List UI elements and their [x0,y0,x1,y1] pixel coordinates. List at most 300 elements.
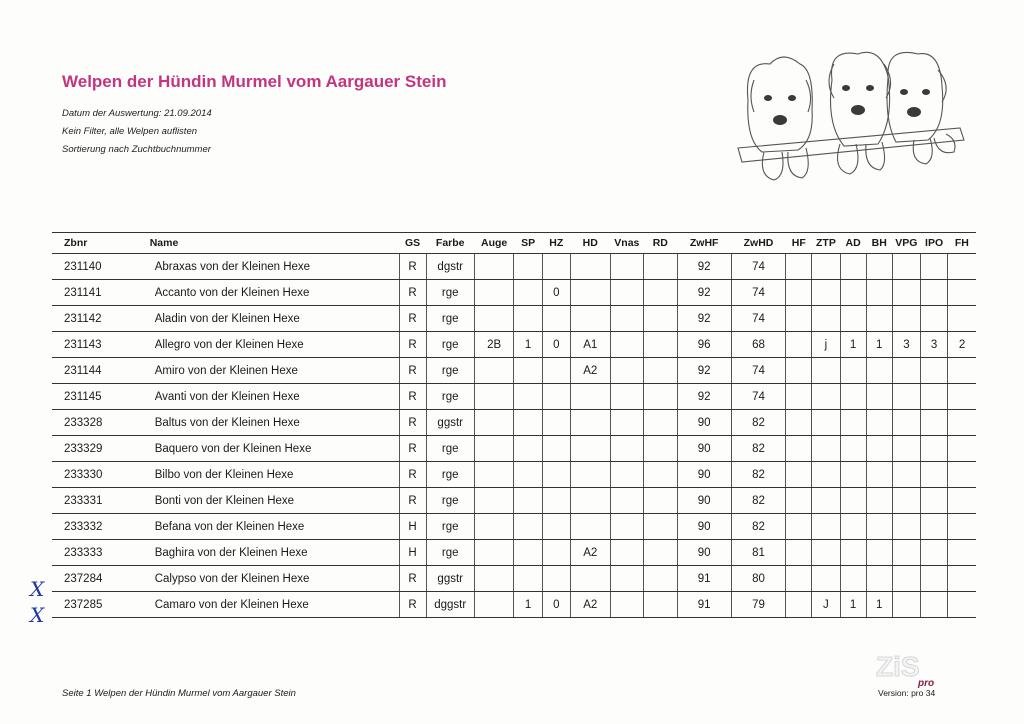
cell-ad: 1 [840,332,866,358]
column-header-auge: Auge [474,233,514,254]
cell-ad [840,540,866,566]
cell-gs: R [399,306,426,332]
cell-zwhf: 91 [677,566,731,592]
cell-hd [570,462,610,488]
cell-fh [948,280,976,306]
cell-ad [840,436,866,462]
cell-zbnr: 231141 [52,280,138,306]
cell-hf [786,280,812,306]
cell-hz [542,436,570,462]
cell-zwhf: 92 [677,306,731,332]
cell-hz [542,514,570,540]
column-header-gs: GS [399,233,426,254]
cell-hf [786,384,812,410]
cell-ztp [812,488,840,514]
cell-vnas [610,540,643,566]
cell-gs: R [399,358,426,384]
cell-auge [474,410,514,436]
cell-zwhf: 92 [677,254,731,280]
cell-ad [840,566,866,592]
cell-zbnr: 231142 [52,306,138,332]
cell-rd [644,436,677,462]
table-row [52,332,976,358]
cell-vnas [610,410,643,436]
cell-ztp [812,514,840,540]
cell-fh [948,358,976,384]
cell-zwhd: 74 [731,254,785,280]
cell-vpg [892,514,920,540]
cell-auge [474,384,514,410]
cell-zbnr: 233333 [52,540,138,566]
column-header-hf: HF [786,233,812,254]
cell-hf [786,306,812,332]
cell-auge [474,306,514,332]
cell-sp [514,540,542,566]
column-header-hz: HZ [542,233,570,254]
cell-fh [948,254,976,280]
cell-hd [570,566,610,592]
cell-sp [514,462,542,488]
cell-gs: R [399,254,426,280]
cell-vpg: 3 [892,332,920,358]
cell-farbe: dggstr [426,592,474,618]
cell-sp [514,566,542,592]
cell-name: Allegro von der Kleinen Hexe [138,332,399,358]
cell-ztp [812,254,840,280]
cell-vpg [892,488,920,514]
cell-farbe: rge [426,488,474,514]
table-row [52,540,976,566]
cell-name: Baquero von der Kleinen Hexe [138,436,399,462]
cell-ipo [921,410,948,436]
cell-ztp [812,436,840,462]
table-row [52,514,976,540]
cell-sp [514,358,542,384]
cell-hz: 0 [542,280,570,306]
column-header-ztp: ZTP [812,233,840,254]
cell-name: Calypso von der Kleinen Hexe [138,566,399,592]
cell-sp [514,488,542,514]
cell-hd [570,514,610,540]
cell-zbnr: 237285 [52,592,138,618]
cell-ztp [812,410,840,436]
cell-sp [514,410,542,436]
cell-farbe: rge [426,436,474,462]
cell-gs: R [399,462,426,488]
column-header-fh: FH [948,233,976,254]
cell-gs: R [399,566,426,592]
column-header-rd: RD [644,233,677,254]
cell-hf [786,410,812,436]
cell-farbe: ggstr [426,566,474,592]
cell-ipo [921,462,948,488]
cell-zwhd: 82 [731,462,785,488]
cell-zwhd: 79 [731,592,785,618]
cell-gs: R [399,436,426,462]
cell-bh [866,540,892,566]
cell-zwhd: 82 [731,514,785,540]
cell-bh: 1 [866,592,892,618]
cell-vnas [610,514,643,540]
cell-auge: 2B [474,332,514,358]
cell-hf [786,540,812,566]
cell-zwhd: 74 [731,306,785,332]
cell-zbnr: 231144 [52,358,138,384]
boxer-puppies-illustration [728,40,968,190]
cell-name: Bonti von der Kleinen Hexe [138,488,399,514]
cell-vpg [892,592,920,618]
cell-ztp [812,306,840,332]
cell-hz [542,540,570,566]
column-header-hd: HD [570,233,610,254]
cell-zwhd: 74 [731,358,785,384]
table-row [52,436,976,462]
cell-zwhf: 91 [677,592,731,618]
cell-fh: 2 [948,332,976,358]
cell-gs: R [399,488,426,514]
table-row [52,462,976,488]
cell-ipo [921,514,948,540]
cell-hf [786,488,812,514]
cell-zwhd: 68 [731,332,785,358]
cell-farbe: dgstr [426,254,474,280]
cell-fh [948,592,976,618]
cell-name: Abraxas von der Kleinen Hexe [138,254,399,280]
cell-zwhf: 92 [677,358,731,384]
cell-gs: R [399,332,426,358]
cell-zwhd: 81 [731,540,785,566]
cell-sp: 1 [514,592,542,618]
cell-zbnr: 231145 [52,384,138,410]
cell-hz [542,410,570,436]
cell-fh [948,436,976,462]
cell-sp [514,514,542,540]
cell-ipo [921,306,948,332]
cell-ad [840,280,866,306]
cell-vpg [892,254,920,280]
cell-rd [644,306,677,332]
cell-hf [786,332,812,358]
logo-text: ZiS [876,651,920,682]
cell-farbe: rge [426,384,474,410]
cell-ad [840,514,866,540]
cell-vpg [892,358,920,384]
cell-hf [786,358,812,384]
cell-zwhf: 96 [677,332,731,358]
cell-hz [542,358,570,384]
cell-fh [948,514,976,540]
cell-vnas [610,566,643,592]
cell-farbe: rge [426,540,474,566]
cell-farbe: ggstr [426,410,474,436]
cell-name: Accanto von der Kleinen Hexe [138,280,399,306]
cell-ipo [921,566,948,592]
column-header-vpg: VPG [892,233,920,254]
puppy-table [52,232,976,618]
cell-zbnr: 231143 [52,332,138,358]
cell-vpg [892,384,920,410]
cell-hd: A2 [570,540,610,566]
cell-ipo [921,384,948,410]
cell-name: Aladin von der Kleinen Hexe [138,306,399,332]
cell-vnas [610,488,643,514]
cell-fh [948,410,976,436]
sort-note: Sortierung nach Zuchtbuchnummer [62,144,211,155]
cell-hd: A2 [570,592,610,618]
cell-fh [948,306,976,332]
cell-name: Amiro von der Kleinen Hexe [138,358,399,384]
cell-ipo [921,592,948,618]
cell-bh [866,306,892,332]
cell-name: Baltus von der Kleinen Hexe [138,410,399,436]
cell-gs: H [399,540,426,566]
cell-farbe: rge [426,332,474,358]
cell-hz [542,254,570,280]
cell-name: Baghira von der Kleinen Hexe [138,540,399,566]
table-row [52,358,976,384]
cell-rd [644,280,677,306]
cell-zwhf: 92 [677,384,731,410]
zis-pro-logo [872,648,946,690]
cell-bh [866,254,892,280]
cell-vpg [892,566,920,592]
column-header-ipo: IPO [921,233,948,254]
cell-bh [866,410,892,436]
cell-hf [786,254,812,280]
column-header-sp: SP [514,233,542,254]
cell-ipo [921,488,948,514]
cell-vnas [610,332,643,358]
cell-zwhd: 82 [731,488,785,514]
cell-zbnr: 233328 [52,410,138,436]
cell-gs: H [399,514,426,540]
cell-zbnr: 233329 [52,436,138,462]
cell-vnas [610,436,643,462]
cell-sp [514,254,542,280]
table-row [52,254,976,280]
cell-fh [948,384,976,410]
cell-ztp [812,540,840,566]
page-title: Welpen der Hündin Murmel vom Aargauer Stein [62,72,447,91]
cell-zwhf: 90 [677,410,731,436]
cell-rd [644,358,677,384]
column-header-bh: BH [866,233,892,254]
cell-rd [644,384,677,410]
cell-vpg [892,410,920,436]
cell-auge [474,358,514,384]
cell-ad [840,410,866,436]
cell-rd [644,592,677,618]
cell-hz: 0 [542,332,570,358]
cell-bh [866,566,892,592]
cell-vnas [610,306,643,332]
cell-hd [570,306,610,332]
cell-hf [786,462,812,488]
cell-rd [644,514,677,540]
column-header-farbe: Farbe [426,233,474,254]
cell-ad [840,462,866,488]
cell-auge [474,592,514,618]
cell-vpg [892,280,920,306]
column-header-zwhf: ZwHF [677,233,731,254]
cell-fh [948,488,976,514]
cell-farbe: rge [426,514,474,540]
cell-rd [644,332,677,358]
table-row [52,306,976,332]
cell-zwhd: 74 [731,280,785,306]
cell-auge [474,436,514,462]
cell-zwhd: 82 [731,410,785,436]
cell-hf [786,566,812,592]
version-label: Version: pro 34 [878,688,936,698]
cell-zwhf: 90 [677,436,731,462]
column-header-ad: AD [840,233,866,254]
cell-gs: R [399,280,426,306]
cell-zbnr: 233332 [52,514,138,540]
cell-rd [644,566,677,592]
cell-rd [644,410,677,436]
cell-hf [786,436,812,462]
table-row [52,592,976,618]
cell-auge [474,280,514,306]
cell-gs: R [399,410,426,436]
cell-ztp [812,462,840,488]
cell-zwhf: 90 [677,514,731,540]
cell-vnas [610,384,643,410]
cell-name: Bilbo von der Kleinen Hexe [138,462,399,488]
cell-farbe: rge [426,358,474,384]
table-row [52,488,976,514]
cell-ad [840,254,866,280]
cell-fh [948,566,976,592]
cell-hd [570,436,610,462]
cell-bh [866,384,892,410]
cell-hz [542,384,570,410]
cell-hz [542,488,570,514]
cell-zbnr: 233331 [52,488,138,514]
handwritten-check-mark: X [30,577,45,601]
cell-ipo [921,254,948,280]
cell-name: Befana von der Kleinen Hexe [138,514,399,540]
cell-zwhf: 90 [677,462,731,488]
filter-note: Kein Filter, alle Welpen auflisten [62,126,198,137]
cell-hd: A1 [570,332,610,358]
cell-vpg [892,462,920,488]
cell-sp [514,306,542,332]
cell-auge [474,488,514,514]
cell-bh [866,280,892,306]
table-row [52,384,976,410]
cell-hd [570,384,610,410]
cell-zbnr: 233330 [52,462,138,488]
cell-vnas [610,358,643,384]
handwritten-check-mark: X [30,603,45,627]
cell-fh [948,540,976,566]
cell-rd [644,254,677,280]
cell-ipo [921,280,948,306]
cell-gs: R [399,384,426,410]
cell-zwhd: 74 [731,384,785,410]
cell-farbe: rge [426,306,474,332]
cell-name: Avanti von der Kleinen Hexe [138,384,399,410]
evaluation-date: Datum der Auswertung: 21.09.2014 [62,108,212,119]
cell-zbnr: 231140 [52,254,138,280]
page-footer: Seite 1 Welpen der Hündin Murmel vom Aargauer Stein [62,688,296,699]
cell-ad [840,384,866,410]
cell-auge [474,462,514,488]
cell-sp [514,280,542,306]
cell-auge [474,540,514,566]
cell-vpg [892,436,920,462]
column-header-zwhd: ZwHD [731,233,785,254]
logo-sub: pro [918,678,935,689]
cell-ztp [812,358,840,384]
cell-hz [542,306,570,332]
cell-zwhd: 80 [731,566,785,592]
cell-gs: R [399,592,426,618]
column-header-vnas: Vnas [610,233,643,254]
cell-auge [474,254,514,280]
cell-rd [644,540,677,566]
cell-ad [840,306,866,332]
cell-ipo [921,540,948,566]
cell-auge [474,514,514,540]
cell-hd [570,254,610,280]
cell-sp [514,384,542,410]
cell-ztp: J [812,592,840,618]
cell-bh [866,488,892,514]
cell-vnas [610,592,643,618]
table-row [52,566,976,592]
column-header-zbnr: Zbnr [52,233,138,254]
cell-ipo: 3 [921,332,948,358]
cell-zwhf: 90 [677,488,731,514]
cell-farbe: rge [426,462,474,488]
cell-ad [840,488,866,514]
cell-zwhf: 92 [677,280,731,306]
cell-rd [644,488,677,514]
cell-hd: A2 [570,358,610,384]
cell-hz [542,462,570,488]
cell-ztp: j [812,332,840,358]
cell-ipo [921,358,948,384]
cell-hz: 0 [542,592,570,618]
cell-sp: 1 [514,332,542,358]
table-row [52,410,976,436]
cell-vnas [610,280,643,306]
cell-fh [948,462,976,488]
cell-ad: 1 [840,592,866,618]
cell-vnas [610,254,643,280]
cell-hf [786,514,812,540]
cell-sp [514,436,542,462]
cell-farbe: rge [426,280,474,306]
cell-bh [866,514,892,540]
cell-auge [474,566,514,592]
cell-bh [866,436,892,462]
cell-zwhf: 90 [677,540,731,566]
cell-zwhd: 82 [731,436,785,462]
cell-hd [570,488,610,514]
cell-hd [570,280,610,306]
cell-vnas [610,462,643,488]
cell-hf [786,592,812,618]
cell-vpg [892,306,920,332]
cell-rd [644,462,677,488]
cell-zbnr: 237284 [52,566,138,592]
table-row [52,280,976,306]
cell-bh [866,358,892,384]
